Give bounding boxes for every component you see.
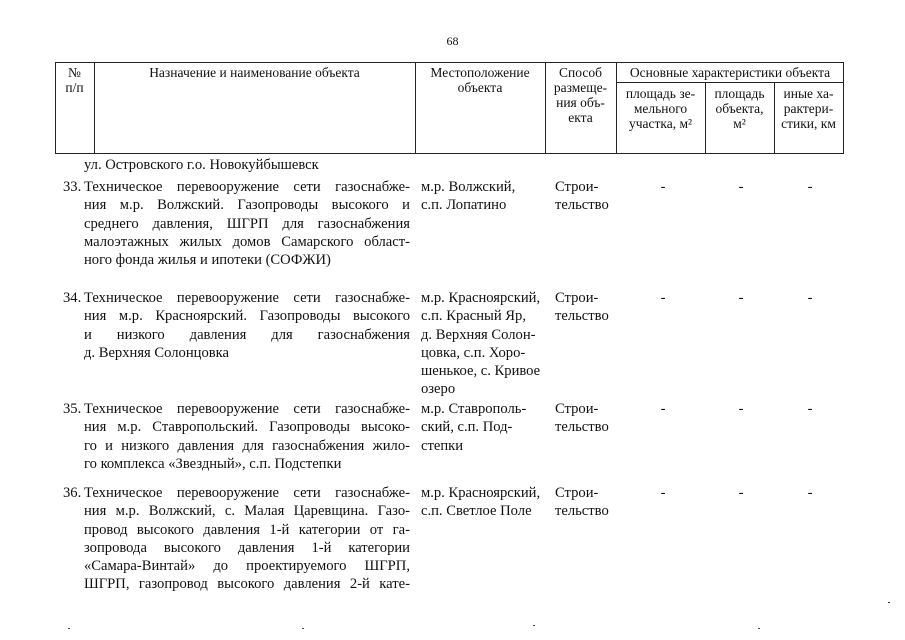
header-col-num: № п/п [65, 65, 84, 95]
row-number: 36. [63, 485, 82, 501]
scan-speck [758, 628, 760, 629]
header-col-name: Назначение и наименование объекта [149, 65, 360, 80]
row-method: Строи- тельство [555, 179, 609, 214]
row-land-area: - [660, 290, 666, 306]
table-row [55, 178, 855, 289]
row-object-area: - [738, 401, 744, 417]
row-name: Техническое перевооружение сети газоснабже- ния м.р. Ставропольский. Газопроводы высоко- го и низкого давления для газоснабжения жило- го комплекса «Звездный», с.п. Подстепки [84, 401, 410, 472]
row-name: Техническое перевооружение сети газоснабже- ния м.р. Волжский. Газопроводы высокого и среднего давления, ШГРП для газоснабжения малоэтажных жилых домов Самарского област- ного фонда жилья и ипотеки (СОФЖИ) [84, 179, 410, 269]
row-number: 35. [63, 401, 82, 417]
header-col-method: Способ размеще- ния объ- екта [553, 65, 608, 125]
header-col-other: иные ха- рактери- стики, км [781, 86, 836, 131]
row-other: - [807, 485, 813, 501]
row-other: - [807, 179, 813, 195]
table-row [55, 400, 855, 484]
header-col-object-area: площадь объекта, м² [714, 86, 765, 131]
row-number: 33. [63, 179, 82, 195]
row-land-area: - [660, 401, 666, 417]
row-location: м.р. Красноярский, с.п. Светлое Поле [421, 485, 541, 520]
header-col-location: Местоположение объекта [430, 65, 530, 95]
row-other: - [807, 290, 813, 306]
scan-speck [888, 602, 890, 603]
row-method: Строи- тельство [555, 290, 609, 325]
row-location: м.р. Красноярский, с.п. Красный Яр, д. Верхняя Солон- цовка, с.п. Хоро- шенькое, с. Кривое озеро [421, 290, 541, 398]
continuation-row [55, 156, 855, 178]
header-col-land-area: площадь зе- мельного участка, м² [625, 86, 696, 131]
row-location: м.р. Ставрополь- ский, с.п. Под- степки [421, 401, 527, 454]
header-col-main: Основные характеристики объекта [629, 65, 831, 80]
row-land-area: - [660, 179, 666, 195]
table-body [55, 156, 855, 604]
row-object-area: - [738, 179, 744, 195]
scan-speck [302, 628, 304, 629]
table-row [55, 289, 855, 400]
row-object-area: - [738, 290, 744, 306]
row-object-area: - [738, 485, 744, 501]
scan-speck [68, 628, 70, 629]
row-method: Строи- тельство [555, 485, 609, 520]
row-method: Строи- тельство [555, 401, 609, 436]
continuation-text: ул. Островского г.о. Новокуйбышевск [84, 157, 319, 173]
row-other: - [807, 401, 813, 417]
row-name: Техническое перевооружение сети газоснабже- ния м.р. Волжский, с. Малая Царевщина. Газо- провод высокого давления 1-й категории от га- зопровода высокого давления 1-й категории «Самара-Винтай» до проектируемого ШГРП, ШГРП, газопровод высокого давления 2-й кате- [84, 485, 410, 593]
row-name: Техническое перевооружение сети газоснабже- ния м.р. Красноярский. Газопроводы высокого и низкого давления для газоснабжения д. Верхняя Солонцовка [84, 290, 410, 361]
row-land-area: - [660, 485, 666, 501]
row-location: м.р. Волжский, с.п. Лопатино [421, 179, 516, 214]
scan-speck [533, 625, 535, 626]
row-number: 34. [63, 290, 82, 306]
page-number: 68 [446, 34, 459, 48]
table-row [55, 484, 855, 604]
table-header [55, 62, 844, 154]
